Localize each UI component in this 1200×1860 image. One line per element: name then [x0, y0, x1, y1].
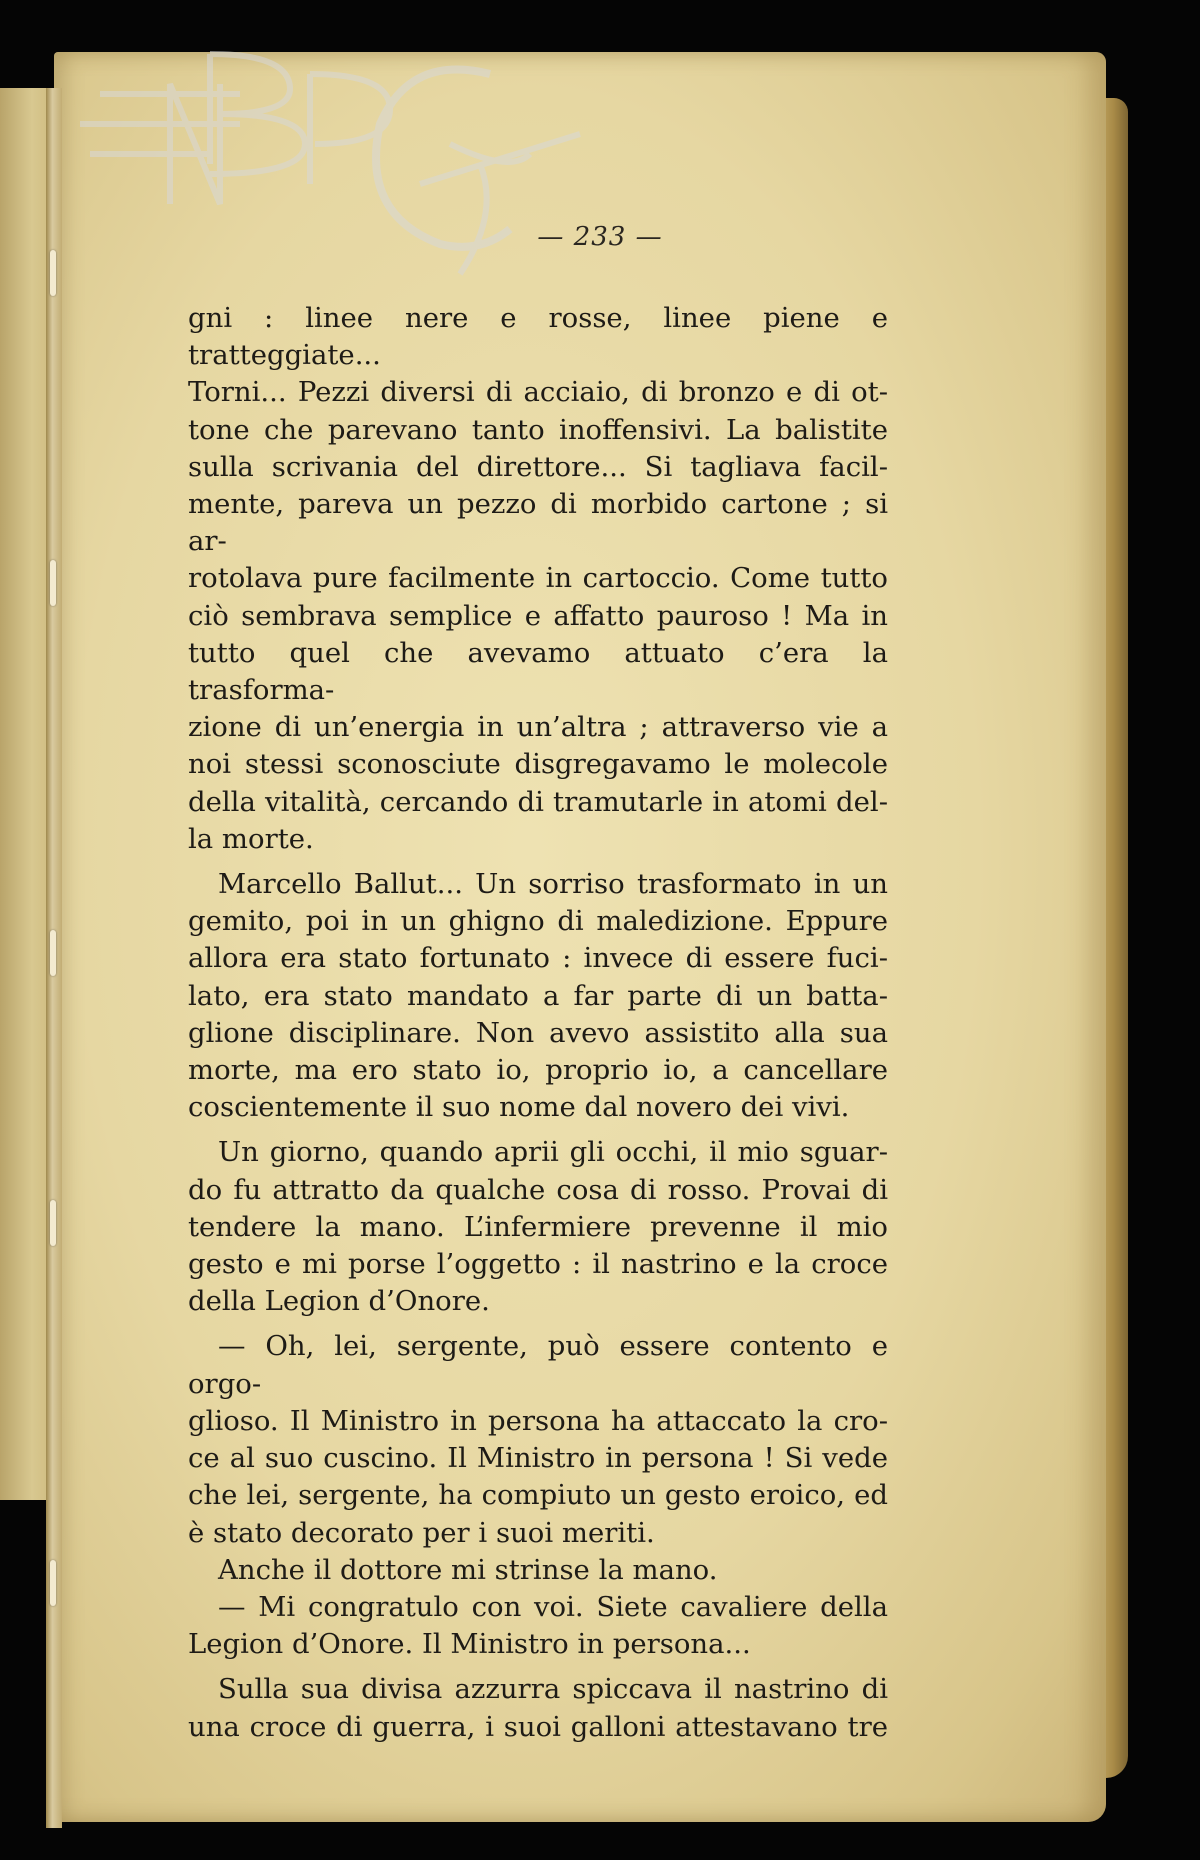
- text-line: della Legion d’Onore.: [188, 1285, 490, 1318]
- text-line: Anche il dottore mi strinse la mano.: [218, 1553, 718, 1586]
- text-line: sulla scrivania del direttore... Si tagliava facil-: [188, 450, 888, 483]
- text-line: rotolava pure facilmente in cartoccio. Come tutto: [188, 562, 888, 595]
- body-text: [188, 300, 888, 1746]
- binding-stitch: [50, 560, 56, 606]
- text-line: Legion d’Onore. Il Ministro in persona...: [188, 1628, 751, 1661]
- text-line: noi stessi sconosciute disgregavamo le molecole: [188, 748, 888, 781]
- text-line: glione disciplinare. Non avevo assistito alla sua: [188, 1016, 888, 1049]
- text-line: morte, ma ero stato io, proprio io, a cancellare: [188, 1054, 888, 1087]
- text-line: Un giorno, quando aprii gli occhi, il mio sguar-: [218, 1136, 888, 1169]
- text-line: gemito, poi in un ghigno di maledizione. Eppure: [188, 905, 888, 938]
- text-line: che lei, sergente, ha compiuto un gesto eroico, ed: [188, 1479, 888, 1512]
- text-line: Sulla sua divisa azzurra spiccava il nastrino di: [218, 1673, 888, 1706]
- text-line: tutto quel che avevamo attuato c’era la trasforma-: [188, 636, 888, 707]
- text-line: zione di un’energia in un’altra ; attraverso vie a: [188, 711, 888, 744]
- text-line: mente, pareva un pezzo di morbido cartone ; si ar-: [188, 488, 888, 558]
- binding-stitch: [50, 930, 56, 976]
- text-line: ciò sembrava semplice e affatto pauroso ! Ma in: [188, 599, 888, 632]
- text-line: Marcello Ballut... Un sorriso trasformato in un: [218, 868, 888, 901]
- text-line: tendere la mano. L’infermiere prevenne il mio: [188, 1210, 888, 1243]
- binding-stitch: [50, 250, 56, 296]
- text-line: lato, era stato mandato a far parte di un batta-: [188, 979, 888, 1012]
- text-line: glioso. Il Ministro in persona ha attaccato la cro-: [188, 1404, 888, 1437]
- text-line: Torni... Pezzi diversi di acciaio, di bronzo e di ot-: [188, 376, 888, 409]
- page-number: — 233 —: [537, 222, 663, 252]
- text-line: gni : linee nere e rosse, linee piene e tratteggiate...: [188, 302, 888, 372]
- text-line: è stato decorato per i suoi meriti.: [188, 1516, 655, 1549]
- text-line: allora era stato fortunato : invece di essere fuci-: [188, 942, 888, 975]
- text-line: la morte.: [188, 822, 314, 855]
- text-line: ce al suo cuscino. Il Ministro in persona ! Si vede: [188, 1442, 888, 1475]
- text-line: tone che parevano tanto inoffensivi. La balistite: [188, 413, 888, 446]
- text-line: coscientemente il suo nome dal novero dei vivi.: [188, 1091, 850, 1124]
- text-line: gesto e mi porse l’oggetto : il nastrino e la croce: [188, 1248, 888, 1281]
- text-line: do fu attratto da qualche cosa di rosso. Provai di: [188, 1173, 888, 1206]
- binding-stitch: [50, 1200, 56, 1246]
- binding-stitch: [50, 1560, 56, 1606]
- text-line: — Mi congratulo con voi. Siete cavaliere della: [218, 1590, 888, 1623]
- text-line: una croce di guerra, i suoi galloni attestavano tre: [188, 1710, 888, 1743]
- text-line: — Oh, lei, sergente, può essere contento e orgo-: [188, 1330, 888, 1400]
- text-line: della vitalità, cercando di tramutarle in atomi del-: [188, 785, 888, 818]
